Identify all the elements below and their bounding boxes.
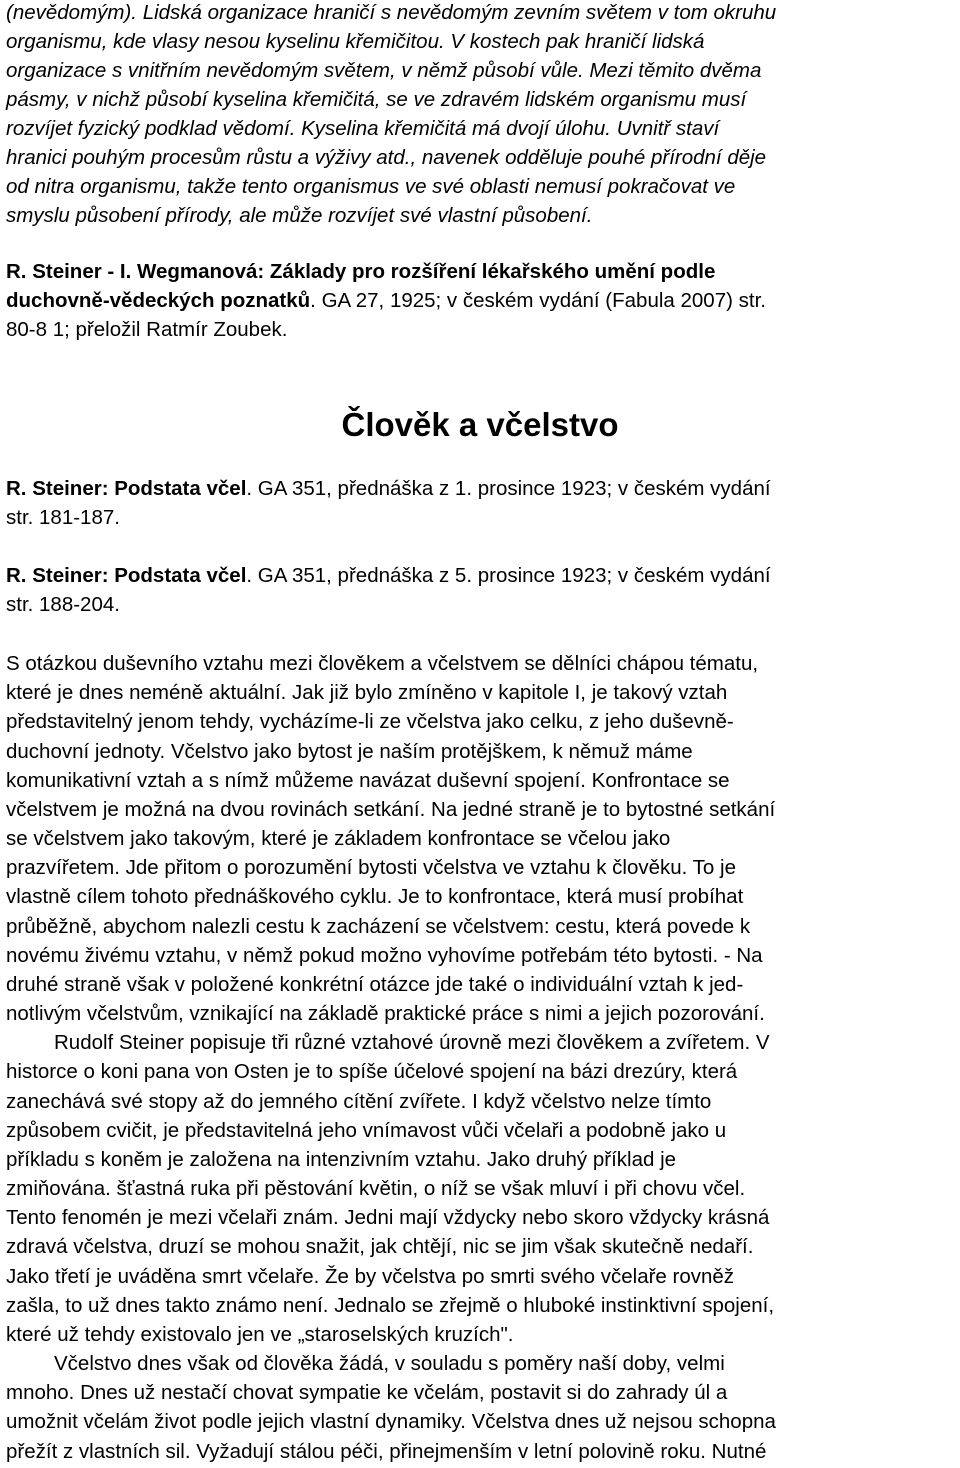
reference-wegman-line3: 80-8 1; přeložil Ratmír Zoubek. — [6, 318, 288, 341]
text-line: historce o koni pana von Osten je to spíše účelové spojení na bázi drezúry, která — [6, 1060, 738, 1084]
reference-bees-1-line1 — [6, 479, 771, 500]
reference-bees-2-title: R. Steiner: Podstata včel — [6, 564, 247, 587]
text-line: S otázkou duševního vztahu mezi člověkem a včelstvem se dělníci chápou tématu, — [6, 652, 759, 675]
text-line: způsobem cvičit, je představitelná jeho vnímavost vůči včelaři a podobně jako u — [6, 1118, 727, 1142]
text-line: Jako třetí je uváděna smrt včelaře. Že by včelstva po smrti svého včelaře rovněž — [6, 1264, 735, 1288]
reference-wegman-title-line1: R. Steiner - I. Wegmanová: Základy pro rozšíření lékařského umění podle — [6, 260, 716, 283]
reference-bees-2-line1 — [6, 566, 771, 587]
text-line: zašla, to už dnes takto známo není. Jednalo se zřejmě o hluboké instinktivní spojení, — [6, 1293, 775, 1317]
text-line: organismu, kde vlasy nesou kyselinu křemičitou. V kostech pak hraničí lidská — [6, 30, 705, 53]
reference-wegman-title-line2: duchovně-vědeckých poznatků — [6, 289, 311, 312]
text-line: pásmy, v nichž působí kyselina křemičitá, se ve zdravém lidském organismu musí — [6, 88, 747, 111]
text-line: vlastně cílem tohoto přednáškového cyklu. Je to konfrontace, která musí probíhat — [6, 885, 744, 909]
text-line: od nitra organismu, takže tento organismus ve své oblasti nemusí pokračovat ve — [6, 175, 736, 198]
reference-bees-1-pages: str. 181-187. — [6, 506, 120, 529]
reference-bees-1-details: . GA 351, přednáška z 1. prosince 1923; v českém vydání — [246, 477, 771, 500]
reference-wegman-line2 — [6, 291, 766, 312]
text-line: zanechává své stopy až do jemného cítění zvířete. I když včelstvo nelze tímto — [6, 1089, 712, 1113]
text-line: Včelstvo dnes však od člověka žádá, v souladu s poměry naší doby, velmi — [54, 1352, 725, 1376]
text-line: včelstvem je možná na dvou rovinách setkání. Na jedné straně je to bytostné setkání — [6, 797, 776, 821]
text-line: duchovní jednoty. Včelstvo jako bytost je naším protějškem, k němuž máme — [6, 739, 693, 763]
text-line: Tento fenomén je mezi včelaři znám. Jedni mají vždycky nebo skoro vždycky krásná — [6, 1206, 770, 1230]
text-line: přežít z vlastních sil. Vyžadují stálou péči, přinejmenším v letní polovině roku. Nutné — [6, 1439, 767, 1463]
text-line: které je dnes neméně aktuální. Jak již bylo zmíněno v kapitole I, je takový vztah — [6, 681, 728, 705]
text-line: průběžně, abychom nalezli cestu k zacházení se včelstvem: cestu, která povede k — [6, 914, 751, 938]
text-line: zmiňována. šťastná ruka při pěstování květin, o níž se však mluví i při chovu včel. — [6, 1177, 746, 1201]
text-line: rozvíjet fyzický podklad vědomí. Kyselina křemičitá má dvojí úlohu. Uvnitř staví — [6, 117, 720, 140]
reference-bees-2-details: . GA 351, přednáška z 5. prosince 1923; v českém vydání — [246, 564, 771, 587]
text-line: Rudolf Steiner popisuje tři různé vztahové úrovně mezi člověkem a zvířetem. V — [54, 1031, 770, 1055]
text-line: které už tehdy existovalo jen ve „staroselských kruzích". — [6, 1322, 514, 1346]
text-line: komunikativní vztah a s nímž můžeme navázat duševní spojení. Konfrontace se — [6, 768, 730, 792]
text-line: umožnit včelám život podle jejich vlastní dynamiky. Včelstva dnes už nejsou schopna — [6, 1410, 776, 1434]
reference-bees-1-title: R. Steiner: Podstata včel — [6, 477, 247, 500]
text-line: příkladu s koněm je založena na intenzivním vztahu. Jako druhý příklad je — [6, 1147, 677, 1171]
text-line: se včelstvem jako takovým, které je základem konfrontace se včelou jako — [6, 827, 671, 851]
text-line: novému živému vztahu, v němž pokud možno vyhovíme potřebám této bytosti. - Na — [6, 943, 763, 967]
reference-wegman-details: . GA 27, 1925; v českém vydání (Fabula 2007) str. — [310, 289, 766, 312]
text-line: druhé straně však v položené konkrétní otázce jde také o individuální vztah k jed- — [6, 972, 744, 996]
text-line: mnoho. Dnes už nestačí chovat sympatie ke včelám, postavit si do zahrady úl a — [6, 1381, 728, 1405]
text-line: prazvířetem. Jde přitom o porozumění bytosti včelstva ve vztahu k člověku. To je — [6, 856, 736, 880]
section-title: Člověk a včelstvo — [341, 406, 619, 443]
text-line: zdravá včelstva, druzí se mohou snažit, jak chtějí, nic se jim však skutečně nedaří. — [6, 1235, 754, 1259]
text-line: hranici pouhým procesům růstu a výživy atd., navenek odděluje pouhé přírodní děje — [6, 146, 767, 169]
text-line: organizace s vnitřním nevědomým světem, v němž působí vůle. Mezi těmito dvěma — [6, 59, 762, 82]
text-line: (nevědomým). Lidská organizace hraničí s nevědomým zevním světem v tom okruhu — [6, 1, 777, 24]
text-line: představitelný jenom tehdy, vycházíme-li ze včelstva jako celku, z jeho duševně- — [6, 710, 734, 734]
text-line: notlivým včelstvům, vznikající na základě praktické práce s nimi a jejich pozorování. — [6, 1002, 765, 1026]
text-line: smyslu působení přírody, ale může rozvíjet své vlastní působení. — [6, 204, 593, 227]
reference-bees-2-pages: str. 188-204. — [6, 593, 120, 616]
